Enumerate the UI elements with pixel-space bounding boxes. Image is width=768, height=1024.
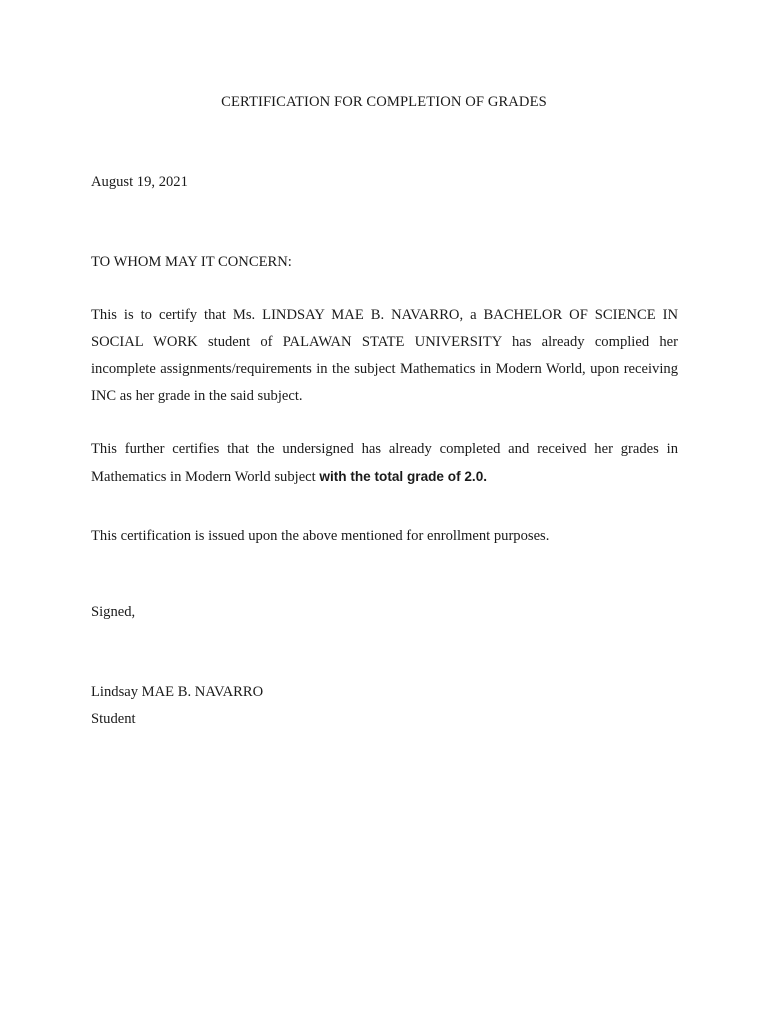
certification-paragraph: This is to certify that Ms. LINDSAY MAE B. NAVARRO, a BACHELOR OF SCIENCE IN SOCIAL WORK student of PALAWAN STATE UNIVERSITY has already complied her incomplete assignments/requirements in the subject Mathematics in Modern World, upon receiving INC as her grade in the said subject. (91, 307, 678, 404)
document-title: CERTIFICATION FOR COMPLETION OF GRADES (221, 94, 547, 110)
total-grade-text: with the total grade of 2.0. (319, 469, 488, 484)
signer-role: Student (91, 711, 136, 727)
closing: Signed, (91, 604, 136, 620)
signer-name: Lindsay MAE B. NAVARRO (91, 684, 264, 700)
salutation: TO WHOM MAY IT CONCERN: (91, 254, 292, 270)
grade-paragraph-text: This further certifies that the undersigned has already completed and received her grades in Mathematics in Modern World subject (91, 441, 678, 485)
purpose-paragraph: This certification is issued upon the above mentioned for enrollment purposes. (91, 528, 550, 544)
grade-paragraph (91, 436, 678, 491)
document-date: August 19, 2021 (91, 174, 188, 190)
